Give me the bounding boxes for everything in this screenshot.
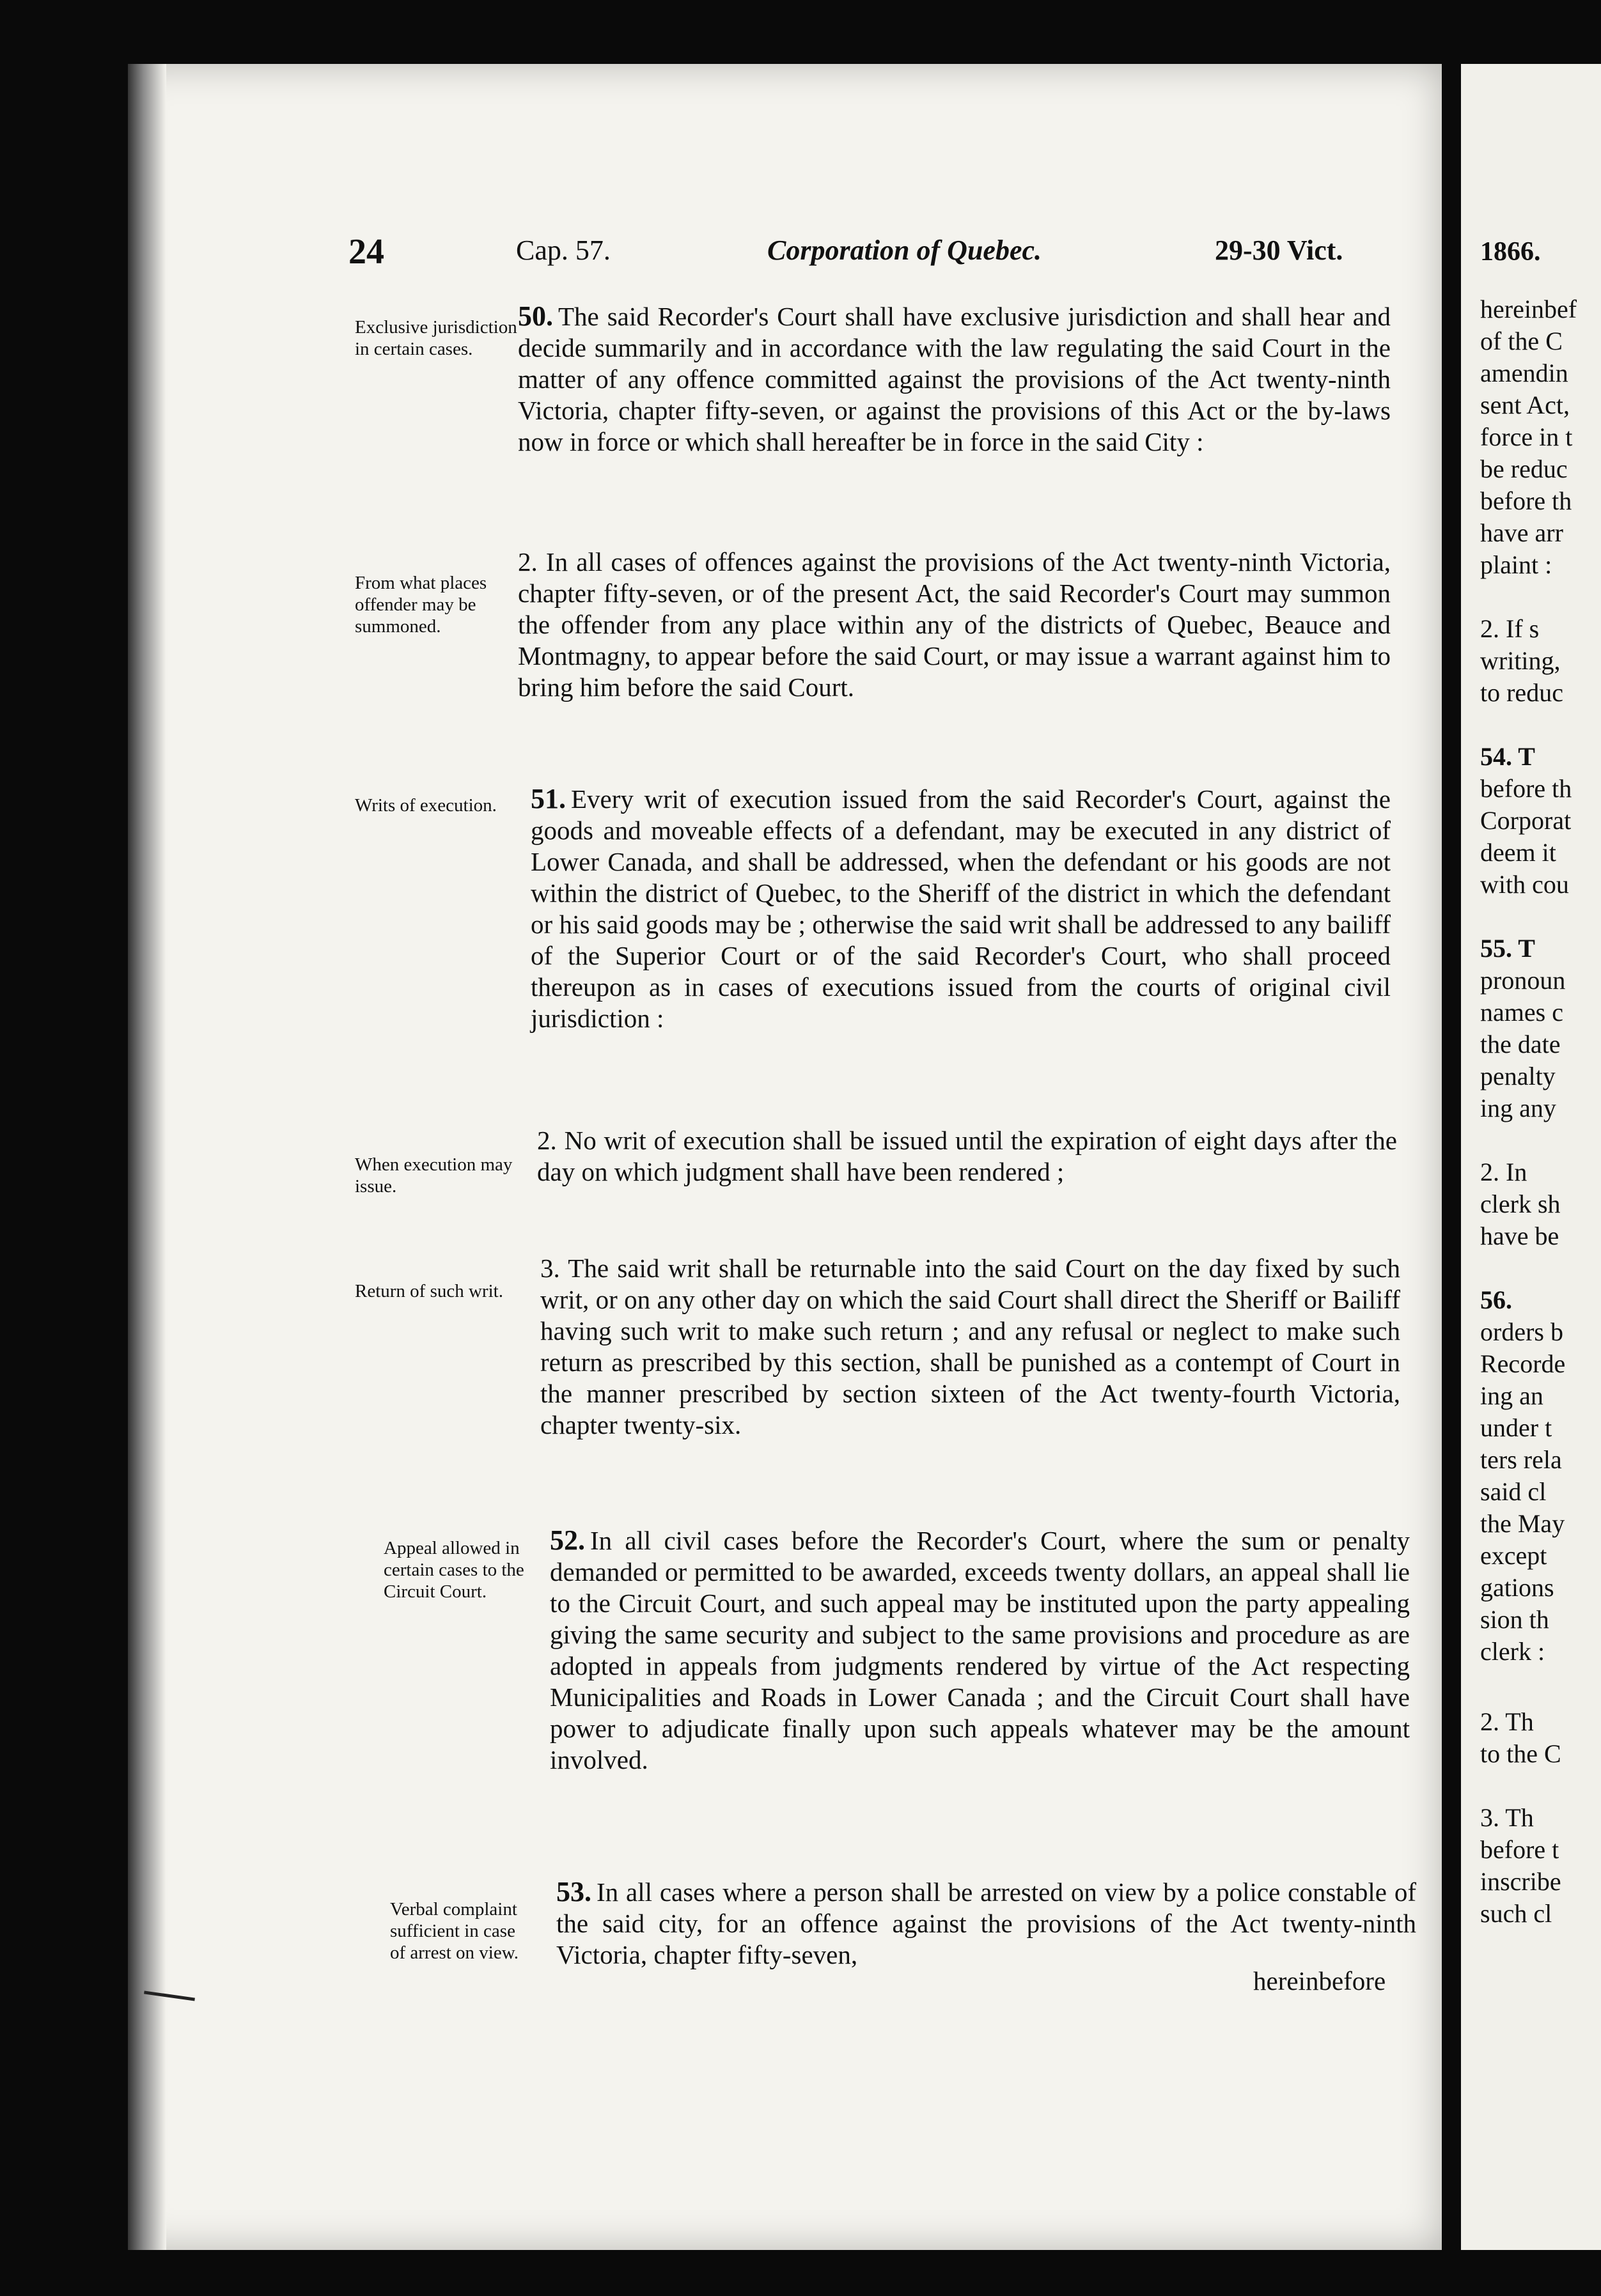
regnal-year: 29-30 Vict. xyxy=(1215,235,1343,266)
facing-line: pronoun xyxy=(1480,966,1566,995)
catchword: hereinbefore xyxy=(1253,1966,1386,1996)
facing-line: inscribe xyxy=(1480,1867,1561,1896)
facing-line: clerk : xyxy=(1480,1637,1545,1666)
margin-note: Appeal allowed in certain cases to the Circuit Court. xyxy=(384,1538,524,1602)
running-title: Corporation of Quebec. xyxy=(767,235,1042,266)
facing-line: under t xyxy=(1480,1413,1552,1442)
facing-line: have be xyxy=(1480,1222,1559,1250)
facing-line: amendin xyxy=(1480,359,1568,387)
facing-line: to the C xyxy=(1480,1739,1561,1768)
section-51-subsection-2: 2. No writ of execution shall be issued until the expiration of eight days after the day on which judgment shall have been rendered ; xyxy=(537,1126,1397,1186)
facing-line: 2. In xyxy=(1480,1158,1527,1186)
section-50-subsection-2: 2. In all cases of offences against the provisions of the Act twenty-ninth Victoria, chapter fifty-seven, or of the present Act, the said Recorder's Court may summon the offender from any place within any of the districts of Quebec, Beauce and Montmagny, to appear before the said Court, or may issue a warrant against him to bring him before the said Court. xyxy=(518,547,1391,702)
facing-line: except xyxy=(1480,1541,1547,1570)
section-52: 52. In all civil cases before the Recorder's Court, where the sum or penalty demanded or permitted to be awarded, exceeds twenty dollars, an appeal shall lie to the Circuit Court, and such appeal may be instituted upon the party appealing giving the same security and subject to the same provisions and procedure as are adopted in appeals from judgments rendered by virtue of the Act respecting Municipalities and Roads in Lower Canada ; and the Circuit Court shall have power to adjudicate finally upon such appeals whatever may be the amount involved. xyxy=(550,1524,1410,1774)
section-50: 50. The said Recorder's Court shall have exclusive jurisdiction and shall hear and decide summarily and in accordance with the law regulating the said Court in the matter of any offence committed against the provisions of the Act twenty-ninth Victoria, chapter fifty-seven, or against the provisions of this Act or the by-laws now in force or which shall hereafter be in force in the said City : xyxy=(518,300,1391,456)
margin-note: Writs of execution. xyxy=(355,795,497,816)
facing-page-year: 1866. xyxy=(1480,237,1541,267)
facing-line: sent Act, xyxy=(1480,391,1570,419)
facing-line: before th xyxy=(1480,774,1572,803)
page-number: 24 xyxy=(348,232,384,272)
facing-line: names c xyxy=(1480,998,1563,1027)
facing-line: before th xyxy=(1480,486,1572,515)
facing-line: 54. T xyxy=(1480,742,1535,771)
margin-note: Exclusive jurisdiction in certain cases. xyxy=(355,317,517,359)
facing-line: 55. T xyxy=(1480,934,1535,963)
margin-note: From what places offender may be summoned. xyxy=(355,573,487,637)
facing-line: the date xyxy=(1480,1030,1561,1059)
facing-line: force in t xyxy=(1480,423,1573,451)
margin-note: Verbal complaint sufficient in case of arrest on view. xyxy=(390,1899,519,1963)
margin-note: Return of such writ. xyxy=(355,1281,503,1301)
facing-line: 3. Th xyxy=(1480,1803,1534,1832)
section-51-subsection-3: 3. The said writ shall be returnable into the said Court on the day fixed by such writ, or on any other day on which the said Court shall direct the Sheriff or Bailiff having such writ to make such return ; and any refusal or neglect to make such return as prescribed by this section, shall be punished as a contempt of Court in the manner prescribed by section sixteen of the Act twenty-fourth Victoria, chapter twenty-six. xyxy=(540,1253,1400,1439)
facing-line: have arr xyxy=(1480,518,1563,547)
facing-line: such cl xyxy=(1480,1899,1552,1928)
section-51: 51. Every writ of execution issued from the said Recorder's Court, against the goods and moveable effects of a defendant, may be executed in any district of Lower Canada, and shall be addressed, when the defendant or his goods are not within the district of Quebec, to the Sheriff of the district in which the defendant or his said goods may be ; otherwise the said writ shall be addressed to any bailiff of the Superior Court or of the said Recorder's Court, who shall proceed thereupon as in cases of executions issued from the courts of original civil jurisdiction : xyxy=(531,783,1391,1033)
facing-line: clerk sh xyxy=(1480,1190,1561,1218)
facing-line: gations xyxy=(1480,1573,1554,1602)
margin-note: When execution may issue. xyxy=(355,1154,513,1197)
facing-line: sion th xyxy=(1480,1605,1549,1634)
facing-line: orders b xyxy=(1480,1317,1563,1346)
facing-line: before t xyxy=(1480,1835,1559,1864)
facing-line: said cl xyxy=(1480,1477,1547,1506)
facing-line: penalty xyxy=(1480,1062,1556,1090)
facing-line: ters rela xyxy=(1480,1445,1562,1474)
facing-line: of the C xyxy=(1480,327,1563,355)
page-header xyxy=(348,231,1397,276)
facing-line: be reduc xyxy=(1480,454,1568,483)
facing-line: Recorde xyxy=(1480,1349,1566,1378)
facing-line: to reduc xyxy=(1480,678,1563,707)
facing-line: with cou xyxy=(1480,870,1569,899)
section-53: 53. In all cases where a person shall be arrested on view by a police constable of the said city, for an offence against the provisions of the Act twenty-ninth Victoria, chapter fifty-seven, xyxy=(556,1876,1416,1969)
facing-line: plaint : xyxy=(1480,550,1552,579)
facing-line: the May xyxy=(1480,1509,1565,1538)
facing-line: writing, xyxy=(1480,646,1561,675)
facing-line: hereinbef xyxy=(1480,295,1577,323)
facing-line: 2. Th xyxy=(1480,1707,1534,1736)
facing-line: ing an xyxy=(1480,1381,1543,1410)
facing-page xyxy=(1461,64,1601,2250)
chapter-label: Cap. 57. xyxy=(516,235,611,266)
facing-line: deem it xyxy=(1480,838,1556,867)
facing-line: 56. xyxy=(1480,1285,1512,1314)
facing-line: ing any xyxy=(1480,1094,1556,1122)
facing-line: Corporat xyxy=(1480,806,1572,835)
facing-line: 2. If s xyxy=(1480,614,1540,643)
